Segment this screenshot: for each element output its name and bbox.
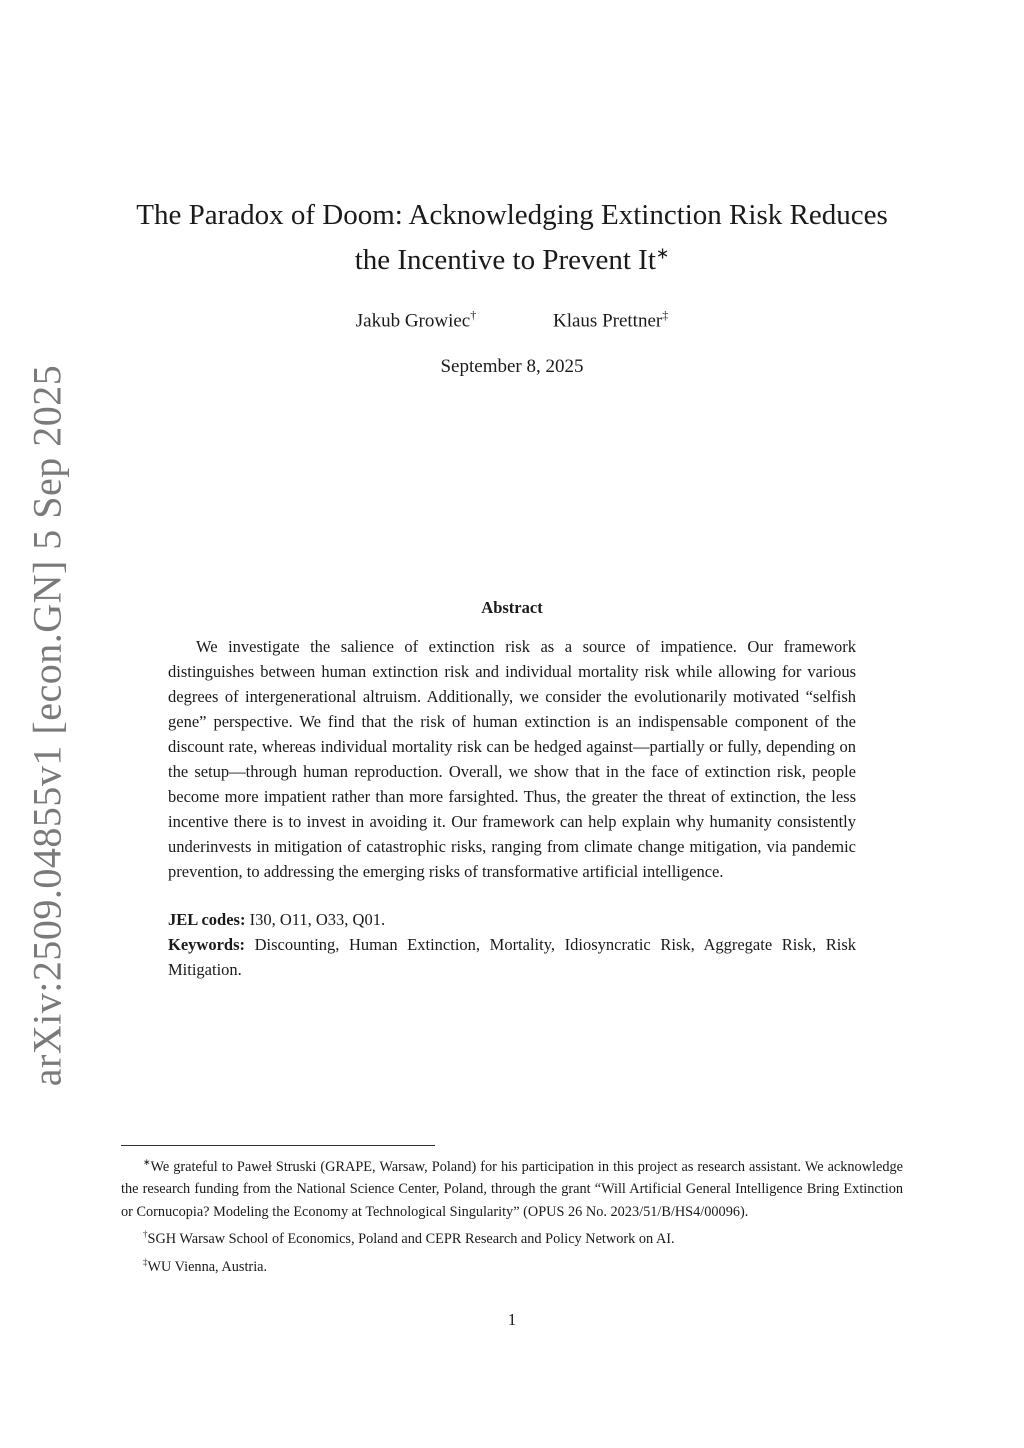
footnote-3-mark: ‡: [143, 1256, 148, 1267]
author-2-footnote-mark: ‡: [662, 308, 669, 322]
author-1: [356, 308, 477, 332]
paper-title: [100, 193, 924, 283]
publication-date: September 8, 2025: [440, 356, 584, 377]
title-line-2-text: the Incentive to Prevent It: [354, 244, 656, 276]
footnotes: [121, 1151, 903, 1278]
keywords-value: Discounting, Human Extinction, Mortality, Idiosyncratic Risk, Aggregate Risk, Risk Mitigation.: [168, 935, 857, 979]
title-line-2: [100, 238, 924, 283]
author-2-name: Klaus Prettner: [553, 310, 663, 332]
keywords-label: Keywords:: [168, 935, 245, 954]
jel-codes-label: JEL codes:: [168, 910, 246, 929]
footnote-acknowledgement: [121, 1151, 903, 1223]
author-1-name: Jakub Growiec: [355, 310, 471, 332]
footnote-1-text: We grateful to Paweł Struski (GRAPE, Warsaw, Poland) for his participation in this project as research assistant. We acknowledge the research funding from the National Science Center, Poland, through the grant “Will Artificial General Intelligence Bring Extinction or Cornucopia? Modeling the Economy at Technological Singularity” (OPUS 26 No. 2023/51/B/HS4/00096).: [121, 1158, 903, 1220]
footnote-2-text: SGH Warsaw School of Economics, Poland and CEPR Research and Policy Network on AI.: [147, 1231, 675, 1248]
author-list: [0, 308, 1024, 332]
author-2: [553, 308, 668, 332]
title-line-1: The Paradox of Doom: Acknowledging Extinction Risk Reduces: [136, 199, 888, 231]
footnote-divider: [121, 1145, 435, 1146]
keywords: [168, 932, 856, 982]
abstract-heading: Abstract: [481, 598, 543, 617]
footnote-affiliation-2: [121, 1251, 903, 1278]
jel-codes-value: I30, O11, O33, Q01.: [249, 910, 386, 929]
page-number: 1: [507, 1310, 517, 1329]
arxiv-identifier-stamp: [22, 364, 72, 1086]
arxiv-identifier-text: arXiv:2509.04855v1 [econ.GN] 5 Sep 2025: [24, 364, 70, 1086]
footnote-1-mark: ∗: [143, 1157, 151, 1167]
footnote-3-text: WU Vienna, Austria.: [147, 1258, 268, 1275]
title-footnote-mark: ∗: [655, 245, 670, 263]
footnote-affiliation-1: [121, 1223, 903, 1250]
abstract-body: We investigate the salience of extinction risk as a source of impatience. Our framework distinguishes between human extinction risk and individual mortality risk while allowing for various degrees of intergenerational altruism. Additionally, we consider the evolutionarily motivated “selfish gene” perspective. We find that the risk of human extinction is an indispensable component of the discount rate, whereas individual mortality risk can be hedged against—partially or fully, depending on the setup—through human reproduction. Overall, we show that in the face of extinction risk, people become more impatient rather than more farsighted. Thus, the greater the threat of extinction, the less incentive there is to invest in avoiding it. Our framework can help explain why humanity consistently underinvests in mitigation of catastrophic risks, ranging from climate change mitigation, via pandemic prevention, to addressing the emerging risks of transformative artificial intelligence.: [168, 637, 856, 881]
jel-codes: [168, 907, 856, 932]
footnote-2-mark: †: [143, 1229, 148, 1240]
author-1-footnote-mark: †: [470, 308, 477, 322]
